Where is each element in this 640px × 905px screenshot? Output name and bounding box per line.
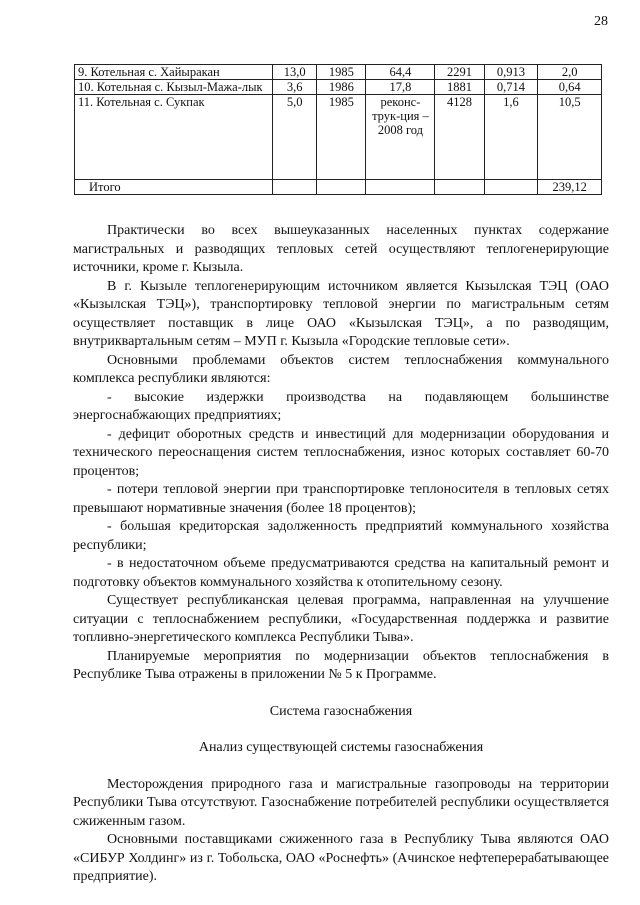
paragraph: В г. Кызыле теплогенерирующим источником является Кызылская ТЭЦ (ОАО «Кызылская ТЭЦ»), транспортировку тепловой энергии по магистральным сетям осуществляет поставщик в лице ОАО «Кызылская ТЭЦ», а по разводящим, внутриквартальным сетям – МУП г. Кызыла «Городские тепловые сети». xyxy=(73,278,609,349)
paragraph: Существует республиканская целевая программа, направленная на улучшение ситуации с теплоснабжением республики, «Государственная поддержка и развитие топливно-энергетического комплекса Республики Тыва». xyxy=(73,593,609,645)
table-cell: 2291 xyxy=(435,65,484,80)
table-cell: 4128 xyxy=(435,95,484,180)
table-cell: 13,0 xyxy=(273,65,317,80)
table-cell: 0,714 xyxy=(484,80,538,95)
paragraph: Месторождения природного газа и магистральные газопроводы на территории Республики Тыва отсутствуют. Газоснабжение потребителей республики осуществляется сжиженным газом. xyxy=(73,776,609,829)
document-body xyxy=(73,222,609,887)
list-item: - потери тепловой энергии при транспортировке теплоносителя в тепловых сетях превышают нормативные значения (более 18 процентов); xyxy=(73,482,609,516)
table-cell: 3,6 xyxy=(273,80,317,95)
table-cell: 10,5 xyxy=(538,95,602,180)
table-cell: 64,4 xyxy=(366,65,435,80)
table-cell: 0,64 xyxy=(538,80,602,95)
table-cell: 1985 xyxy=(317,95,366,180)
list-item: - высокие издержки производства на подавляющем большинстве энергоснабжающих предприятиях; xyxy=(73,389,609,423)
total-row xyxy=(75,180,602,195)
paragraph: Планируемые мероприятия по модернизации объектов теплоснабжения в Республике Тыва отражены в приложении № 5 к Программе. xyxy=(73,648,609,682)
subsection-title: Анализ существующей системы газоснабжения xyxy=(198,740,484,755)
total-label: Итого xyxy=(75,180,273,195)
table-cell: 1985 xyxy=(317,65,366,80)
table-row xyxy=(75,95,602,180)
boiler-table xyxy=(74,64,602,195)
table-row xyxy=(75,80,602,95)
row-name: 9. Котельная с. Хайыракан xyxy=(75,65,273,80)
table-cell: реконс-трук-ция – 2008 год xyxy=(366,95,435,180)
table-cell: 1,6 xyxy=(484,95,538,180)
table-cell: 0,913 xyxy=(484,65,538,80)
list-item: - дефицит оборотных средств и инвестиций для модернизации оборудования и технического переоснащения систем теплоснабжения, износ которых составляет 60-70 процентов; xyxy=(73,426,609,479)
page-number: 28 xyxy=(594,14,608,29)
table-cell: 1986 xyxy=(317,80,366,95)
table-cell: 2,0 xyxy=(538,65,602,80)
list-item: - большая кредиторская задолженность предприятий коммунального хозяйства республики; xyxy=(73,519,609,553)
total-value: 239,12 xyxy=(538,180,602,195)
paragraph: Основными проблемами объектов систем теплоснабжения коммунального комплекса республики являются: xyxy=(73,352,609,386)
row-name: 11. Котельная с. Сукпак xyxy=(75,95,273,180)
list-item: - в недостаточном объеме предусматриваются средства на капитальный ремонт и подготовку объектов коммунального хозяйства к отопительному сезону. xyxy=(73,556,609,590)
row-name: 10. Котельная с. Кызыл-Мажа-лык xyxy=(75,80,273,95)
paragraph: Практически во всех вышеуказанных населенных пунктах содержание магистральных и разводящих тепловых сетей осуществляют теплогенерирующие источники, кроме г. Кызыла. xyxy=(73,223,609,275)
table-cell: 17,8 xyxy=(366,80,435,95)
paragraph: Основными поставщиками сжиженного газа в Республику Тыва являются ОАО «СИБУР Холдинг» из г. Тобольска, ОАО «Роснефть» (Ачинское нефтеперерабатывающее предприятие). xyxy=(73,832,609,884)
table-cell: 5,0 xyxy=(273,95,317,180)
table-row xyxy=(75,65,602,80)
table-cell: 1881 xyxy=(435,80,484,95)
section-title: Система газоснабжения xyxy=(269,703,413,719)
